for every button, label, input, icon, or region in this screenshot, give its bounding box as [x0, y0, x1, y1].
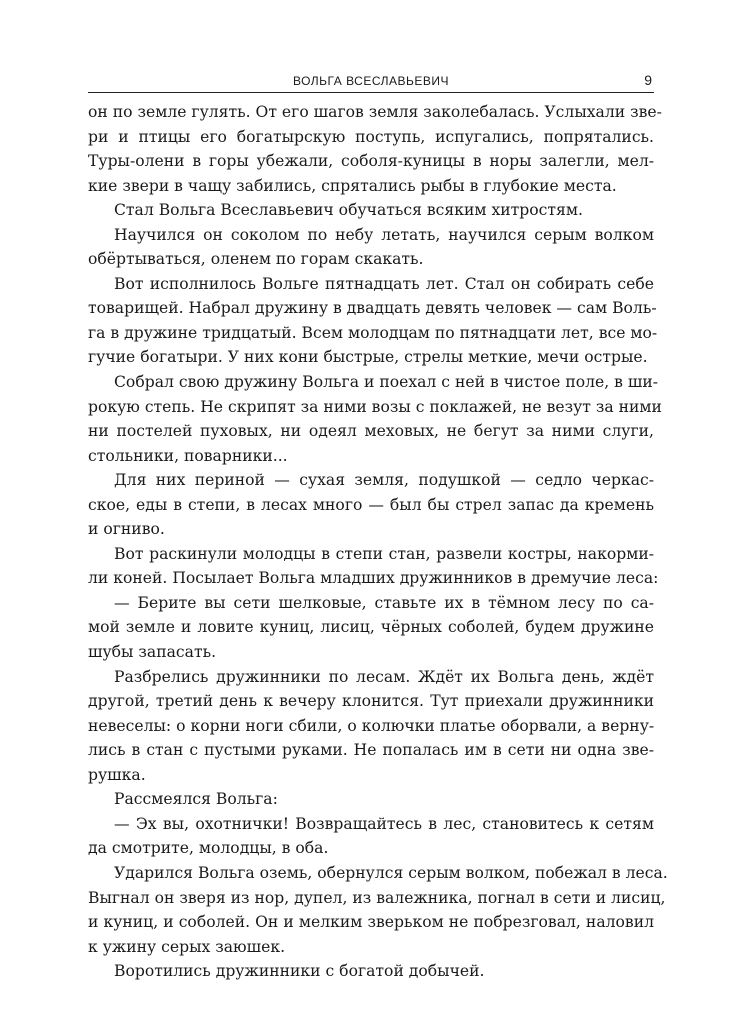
text-line: другой, третий день к вечеру клонится. Тут приехали дружинники	[88, 692, 654, 711]
paragraph	[88, 591, 654, 665]
paragraph	[88, 542, 659, 591]
text-line: и куниц, и соболей. Он и мелким зверьком не побрезговал, наловил	[88, 913, 654, 932]
text-line: обёртываться, оленем по горам скакать.	[88, 250, 424, 269]
paragraph	[88, 272, 658, 370]
paragraph	[88, 861, 668, 959]
text-line: га в дружине тридцатый. Всем молодцам по пятнадцати лет, все мо-	[88, 323, 658, 342]
text-line: — Берите вы сети шелковые, ставьте их в тёмном лесу по са-	[114, 593, 654, 612]
running-header	[88, 70, 654, 93]
text-line: Рассмеялся Вольга:	[114, 790, 278, 809]
text-line: мой земле и ловите куниц, лисиц, чёрных соболей, будем дружине	[88, 618, 654, 637]
text-line: Воротились дружинники с богатой добычей.	[114, 962, 485, 981]
text-line: ское, еды в степи, в лесах много — был бы стрел запас да кремень	[88, 495, 654, 514]
text-line: Выгнал он зверя из нор, дупел, из валежника, погнал в сети и лисиц,	[88, 888, 666, 907]
text-line: Вот раскинули молодцы в степи стан, развели костры, накорми-	[114, 544, 654, 563]
text-line: ли коней. Посылает Вольга младших дружинников в дремучие леса:	[88, 569, 659, 588]
text-line: гучие богатыри. У них кони быстрые, стрелы меткие, мечи острые.	[88, 348, 648, 367]
text-line: Туры-олени в горы убежали, соболя-куницы в норы залегли, мел-	[88, 152, 654, 171]
text-line: он по земле гулять. От его шагов земля заколебалась. Услыхали зве-	[88, 103, 662, 121]
text-line: рушка.	[88, 765, 146, 784]
text-line: товарищей. Набрал дружину в двадцать девять человек — сам Воль-	[88, 299, 657, 318]
text-line: Ударился Вольга оземь, обернулся серым волком, побежал в леса.	[114, 863, 668, 882]
text-line: к ужину серых заюшек.	[88, 937, 286, 956]
text-line: стольники, поварники...	[88, 446, 288, 465]
paragraph	[88, 198, 654, 223]
body-text	[88, 100, 668, 984]
paragraph	[88, 812, 654, 861]
text-line: Разбрелись дружинники по лесам. Ждёт их Вольга день, ждёт	[114, 667, 654, 686]
text-line: Для них периной — сухая земля, подушкой — седло черкас-	[114, 471, 654, 490]
text-line: невеселы: о корни ноги сбили, о колючки платье оборвали, а верну-	[88, 716, 655, 735]
text-line: шубы запасать.	[88, 643, 217, 662]
text-line: и огниво.	[88, 520, 165, 539]
paragraph	[88, 100, 662, 198]
paragraph	[88, 787, 654, 812]
text-line: Собрал свою дружину Вольга и поехал с ней в чистое поле, в ши-	[114, 373, 659, 392]
paragraph	[88, 665, 654, 788]
paragraph	[88, 370, 662, 468]
text-line: лись в стан с пустыми руками. Не попалась им в сети ни одна зве-	[88, 741, 654, 760]
text-line: рокую степь. Не скрипят за ними возы с поклажей, не везут за ними	[88, 397, 662, 416]
page-number: 9	[644, 72, 652, 88]
text-line: — Эх вы, охотнички! Возвращайтесь в лес, становитесь к сетям	[114, 814, 654, 833]
text-line: Научился он соколом по небу летать, научился серым волком	[114, 225, 654, 244]
text-line: Стал Вольга Всеславьевич обучаться всяким хитростям.	[114, 201, 583, 220]
text-line: ни постелей пуховых, ни одеял меховых, не бегут за ними слуги,	[88, 422, 654, 441]
text-line: да смотрите, молодцы, в оба.	[88, 839, 329, 858]
text-line: кие звери в чащу забились, спрятались рыбы в глубокие места.	[88, 176, 617, 195]
paragraph	[88, 959, 654, 984]
running-title: ВОЛЬГА ВСЕСЛАВЬЕВИЧ	[292, 74, 450, 88]
paragraph	[88, 468, 654, 542]
text-line: Вот исполнилось Вольге пятнадцать лет. Стал он собирать себе	[114, 274, 654, 293]
text-line: ри и птицы его богатырскую поступь, испугались, попрятались.	[88, 127, 654, 146]
paragraph	[88, 223, 654, 272]
